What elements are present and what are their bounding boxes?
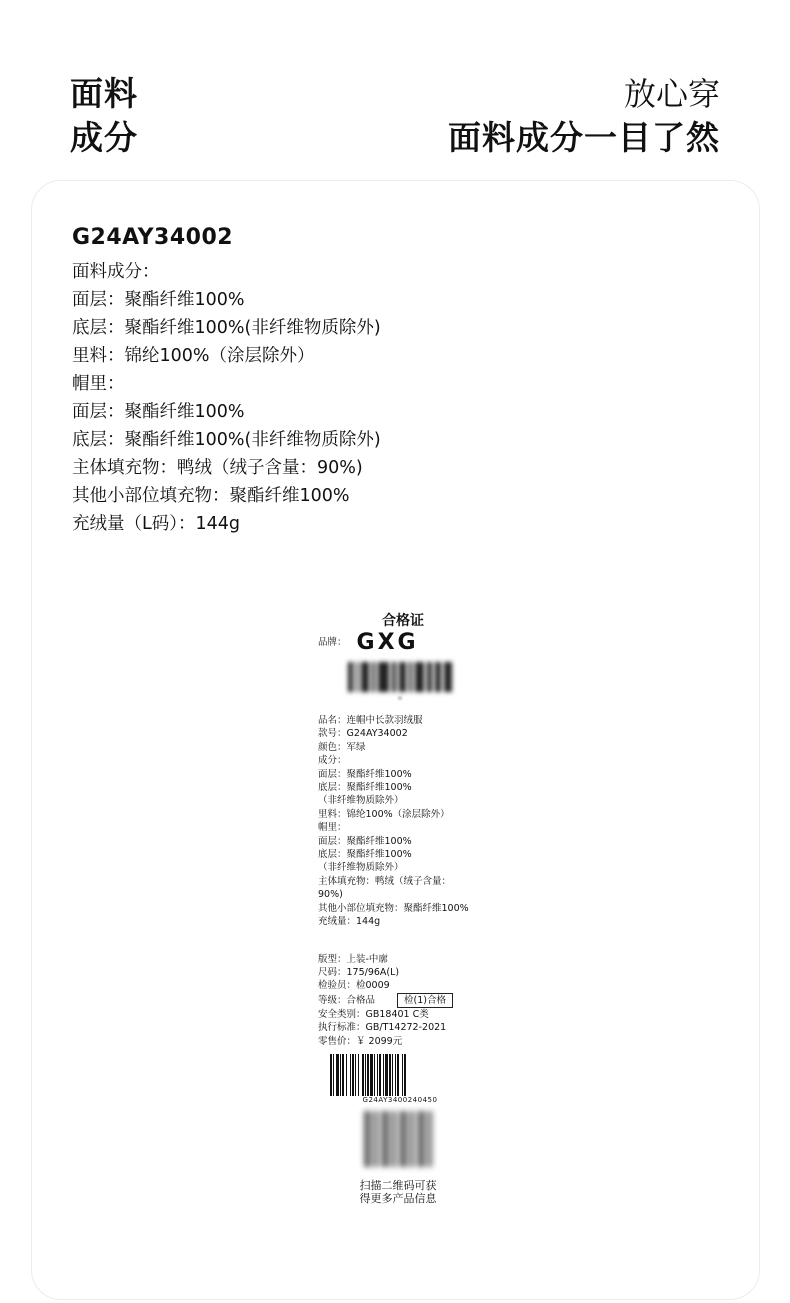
blurred-barcode-image	[348, 662, 452, 692]
scan-hint-line1: 扫描二维码可获	[359, 1178, 437, 1192]
tag-line: 面层：聚酯纤维100%	[318, 768, 412, 780]
scan-hint	[318, 1179, 478, 1205]
certificate-tag	[318, 612, 488, 1205]
tag-grade-row	[318, 993, 488, 1008]
header-right-subtitle: 放心穿	[623, 75, 720, 113]
tag-line: 90%)	[318, 889, 343, 901]
decorative-dot	[398, 696, 402, 700]
brand-logo: GXG	[356, 630, 419, 655]
tag-line: 主体填充物：鸭绒（绒子含量：	[318, 875, 452, 887]
tag-line: （非纤维物质除外）	[318, 795, 404, 807]
tag-details-b	[318, 953, 488, 993]
tag-line: 里料：锦纶100%（涂层除外）	[318, 808, 450, 820]
tag-line: 款号：G24AY34002	[318, 728, 408, 740]
tag-line: 成分：	[318, 755, 347, 767]
composition-line: 里料：锦纶100%（涂层除外）	[72, 346, 315, 366]
header-left-title	[70, 72, 138, 160]
tag-line: 检验员：检0009	[318, 980, 390, 992]
barcode-number: G24AY3400240450	[362, 1095, 438, 1104]
tag-line: 底层：聚酯纤维100%	[318, 849, 412, 861]
tag-line: 其他小部位填充物：聚酯纤维100%	[318, 902, 469, 914]
header-right-main: 面料成分一目了然	[448, 118, 720, 157]
header-left-line1: 面料	[70, 74, 138, 113]
tag-details-a	[318, 714, 488, 929]
tag-line: 品名：连帽中长款羽绒服	[318, 715, 423, 726]
product-code: G24AY34002	[72, 225, 234, 250]
tag-details-c	[318, 1008, 488, 1048]
composition-line: 面层：聚酯纤维100%	[72, 290, 245, 310]
tag-line: 底层：聚酯纤维100%	[318, 782, 412, 794]
tag-line: （非纤维物质除外）	[318, 862, 404, 874]
tag-title: 合格证	[382, 613, 424, 629]
tag-line: 版型：上装-中廓	[318, 953, 388, 965]
composition-line: 面料成分：	[72, 262, 160, 282]
tag-line: 执行标准：GB/T14272-2021	[318, 1022, 447, 1034]
header-right-title	[448, 72, 720, 160]
tag-grade-label: 等级：合格品	[318, 994, 376, 1006]
tag-line: 尺码：175/96A(L)	[318, 966, 400, 978]
barcode-bar	[406, 1054, 407, 1096]
tag-line: 帽里：	[318, 822, 347, 834]
composition-line: 主体填充物：鸭绒（绒子含量：90%)	[72, 458, 363, 478]
composition-line: 底层：聚酯纤维100%(非纤维物质除外)	[72, 430, 381, 450]
inspection-stamp: 检(1)合格	[397, 993, 453, 1008]
composition-line: 其他小部位填充物：聚酯纤维100%	[72, 486, 350, 506]
composition-line: 帽里：	[72, 374, 125, 394]
composition-line: 底层：聚酯纤维100%(非纤维物质除外)	[72, 318, 381, 338]
composition-line: 充绒量（L码）：144g	[72, 514, 241, 534]
barcode	[330, 1054, 470, 1096]
tag-line: 充绒量：144g	[318, 916, 381, 928]
tag-brand-row	[318, 630, 488, 655]
header-left-line2: 成分	[70, 118, 138, 157]
tag-line: 零售价：￥ 2099元	[318, 1035, 403, 1047]
tag-line: 颜色：军绿	[318, 741, 366, 753]
tag-brand-label: 品牌：	[318, 637, 347, 649]
tag-line: 面层：聚酯纤维100%	[318, 835, 412, 847]
composition-list	[72, 258, 381, 538]
tag-line: 安全类别：GB18401 C类	[318, 1008, 429, 1020]
composition-line: 面层：聚酯纤维100%	[72, 402, 245, 422]
qr-code	[364, 1111, 434, 1167]
scan-hint-line2: 得更多产品信息	[359, 1191, 437, 1205]
